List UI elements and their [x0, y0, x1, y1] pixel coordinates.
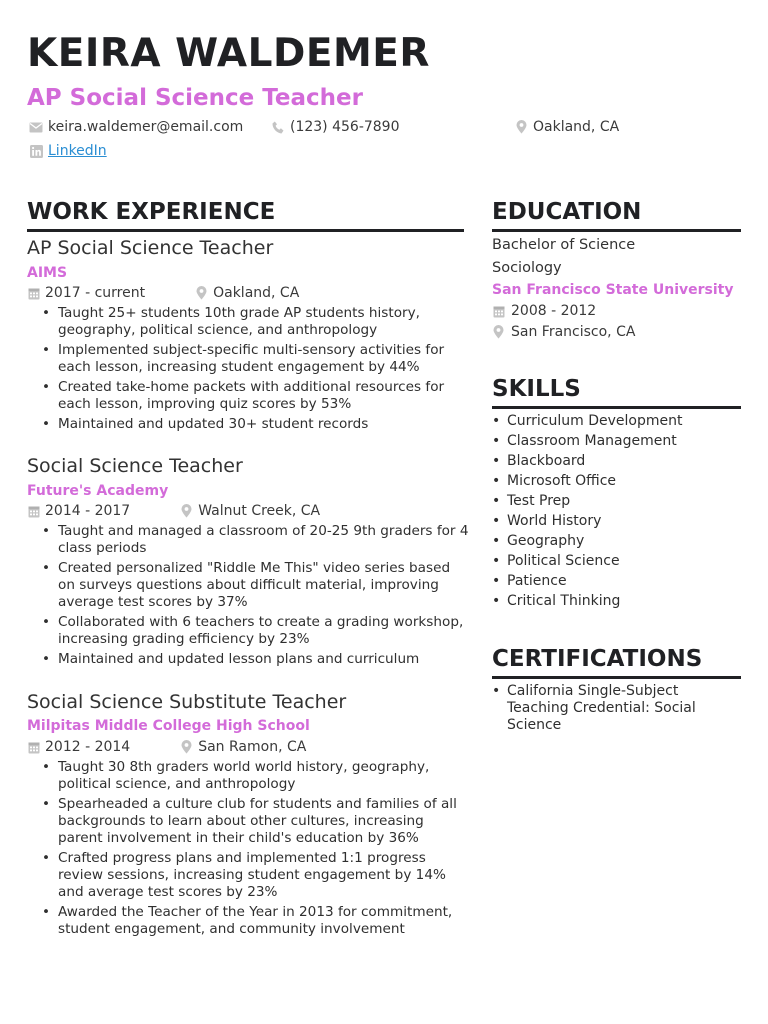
list-item: • Created personalized "Riddle Me This" video series based on surveys questions about difficult material, improving average test scores by 37% [40, 560, 470, 611]
list-item: • Maintained and updated 30+ student records [40, 416, 470, 433]
job-1-title: AP Social Science Teacher [27, 237, 274, 259]
contact-linkedin [29, 142, 107, 160]
job-1-meta [27, 284, 299, 302]
job-2-location: Walnut Creek, CA [198, 503, 321, 519]
linkedin-link[interactable]: LinkedIn [48, 143, 107, 159]
job-1-company: AIMS [27, 265, 68, 281]
job-2-bullets [40, 523, 470, 671]
list-item: • Geography [492, 531, 742, 551]
calendar-icon [27, 740, 40, 754]
list-item: • Spearheaded a culture club for students and families of all backgrounds to learn about other cultures, increasing parent involvement in their child's education by 36% [40, 796, 470, 847]
contact-email [29, 118, 243, 136]
work-experience-heading: WORK EXPERIENCE [27, 198, 464, 232]
job-3-dates: 2012 - 2014 [45, 739, 131, 755]
location-pin-icon [195, 286, 208, 300]
list-item: • Maintained and updated lesson plans and curriculum [40, 651, 470, 668]
list-item: • Blackboard [492, 451, 742, 471]
envelope-icon [29, 120, 43, 134]
list-item: • Taught 30 8th graders world world history, geography, political science, and anthropology [40, 759, 470, 793]
job-2-location-group [180, 502, 320, 520]
job-2-company: Future's Academy [27, 483, 169, 499]
location-pin-icon [180, 504, 193, 518]
location-pin-icon [492, 325, 505, 339]
education-school: San Francisco State University [492, 282, 734, 298]
candidate-name: KEIRA WALDEMER [27, 31, 430, 76]
calendar-icon [27, 286, 40, 300]
list-item: • Created take-home packets with additional resources for each lesson, improving quiz scores by 53% [40, 379, 470, 413]
contact-location [514, 118, 619, 136]
job-2-meta [27, 502, 320, 520]
job-3-location-group [180, 738, 306, 756]
list-item: • Test Prep [492, 491, 742, 511]
job-title-headline: AP Social Science Teacher [27, 85, 363, 111]
education-degree: Bachelor of Science [492, 237, 636, 253]
job-3-bullets [40, 759, 470, 941]
list-item: • Taught and managed a classroom of 20-25 9th graders for 4 class periods [40, 523, 470, 557]
education-dates: 2008 - 2012 [511, 303, 597, 319]
list-item: • California Single-Subject Teaching Credential: Social Science [492, 683, 742, 734]
skills-heading: SKILLS [492, 375, 741, 409]
list-item: • Political Science [492, 551, 742, 571]
list-item: • Collaborated with 6 teachers to create a grading workshop, increasing grading efficiency by 23% [40, 614, 470, 648]
certifications-heading: CERTIFICATIONS [492, 645, 741, 679]
list-item: • Microsoft Office [492, 471, 742, 491]
phone-icon [271, 120, 285, 134]
list-item: • Taught 25+ students 10th grade AP students history, geography, political science, and anthropology [40, 305, 470, 339]
email-text[interactable]: keira.waldemer@email.com [48, 119, 244, 135]
education-location-row [492, 323, 635, 341]
job-1-location: Oakland, CA [213, 285, 300, 301]
list-item: • Classroom Management [492, 431, 742, 451]
list-item: • Critical Thinking [492, 591, 742, 611]
skills-list [492, 411, 742, 611]
education-dates-row [492, 302, 596, 320]
calendar-icon [492, 304, 505, 318]
education-heading: EDUCATION [492, 198, 741, 232]
calendar-icon [27, 504, 40, 518]
job-1-bullets [40, 305, 470, 436]
job-3-title: Social Science Substitute Teacher [27, 691, 347, 713]
education-location: San Francisco, CA [511, 324, 636, 340]
linkedin-icon [29, 144, 43, 158]
job-1-location-group [195, 284, 299, 302]
location-text: Oakland, CA [533, 119, 620, 135]
location-pin-icon [180, 740, 193, 754]
job-1-dates: 2017 - current [45, 285, 146, 301]
list-item: • Awarded the Teacher of the Year in 2013 for commitment, student engagement, and community involvement [40, 904, 470, 938]
job-2-title: Social Science Teacher [27, 455, 243, 477]
list-item: • Patience [492, 571, 742, 591]
education-major: Sociology [492, 260, 562, 276]
phone-text: (123) 456-7890 [290, 119, 400, 135]
job-2-dates: 2014 - 2017 [45, 503, 131, 519]
certifications-list [492, 683, 742, 734]
job-3-company: Milpitas Middle College High School [27, 718, 310, 734]
list-item: • Curriculum Development [492, 411, 742, 431]
list-item: • World History [492, 511, 742, 531]
list-item: • Implemented subject-specific multi-sensory activities for each lesson, increasing student engagement by 44% [40, 342, 470, 376]
list-item: • Crafted progress plans and implemented 1:1 progress review sessions, increasing student engagement by 14% and average test scores by 23% [40, 850, 470, 901]
location-pin-icon [514, 120, 528, 134]
job-3-meta [27, 738, 306, 756]
job-3-location: San Ramon, CA [198, 739, 307, 755]
contact-phone [271, 118, 400, 136]
